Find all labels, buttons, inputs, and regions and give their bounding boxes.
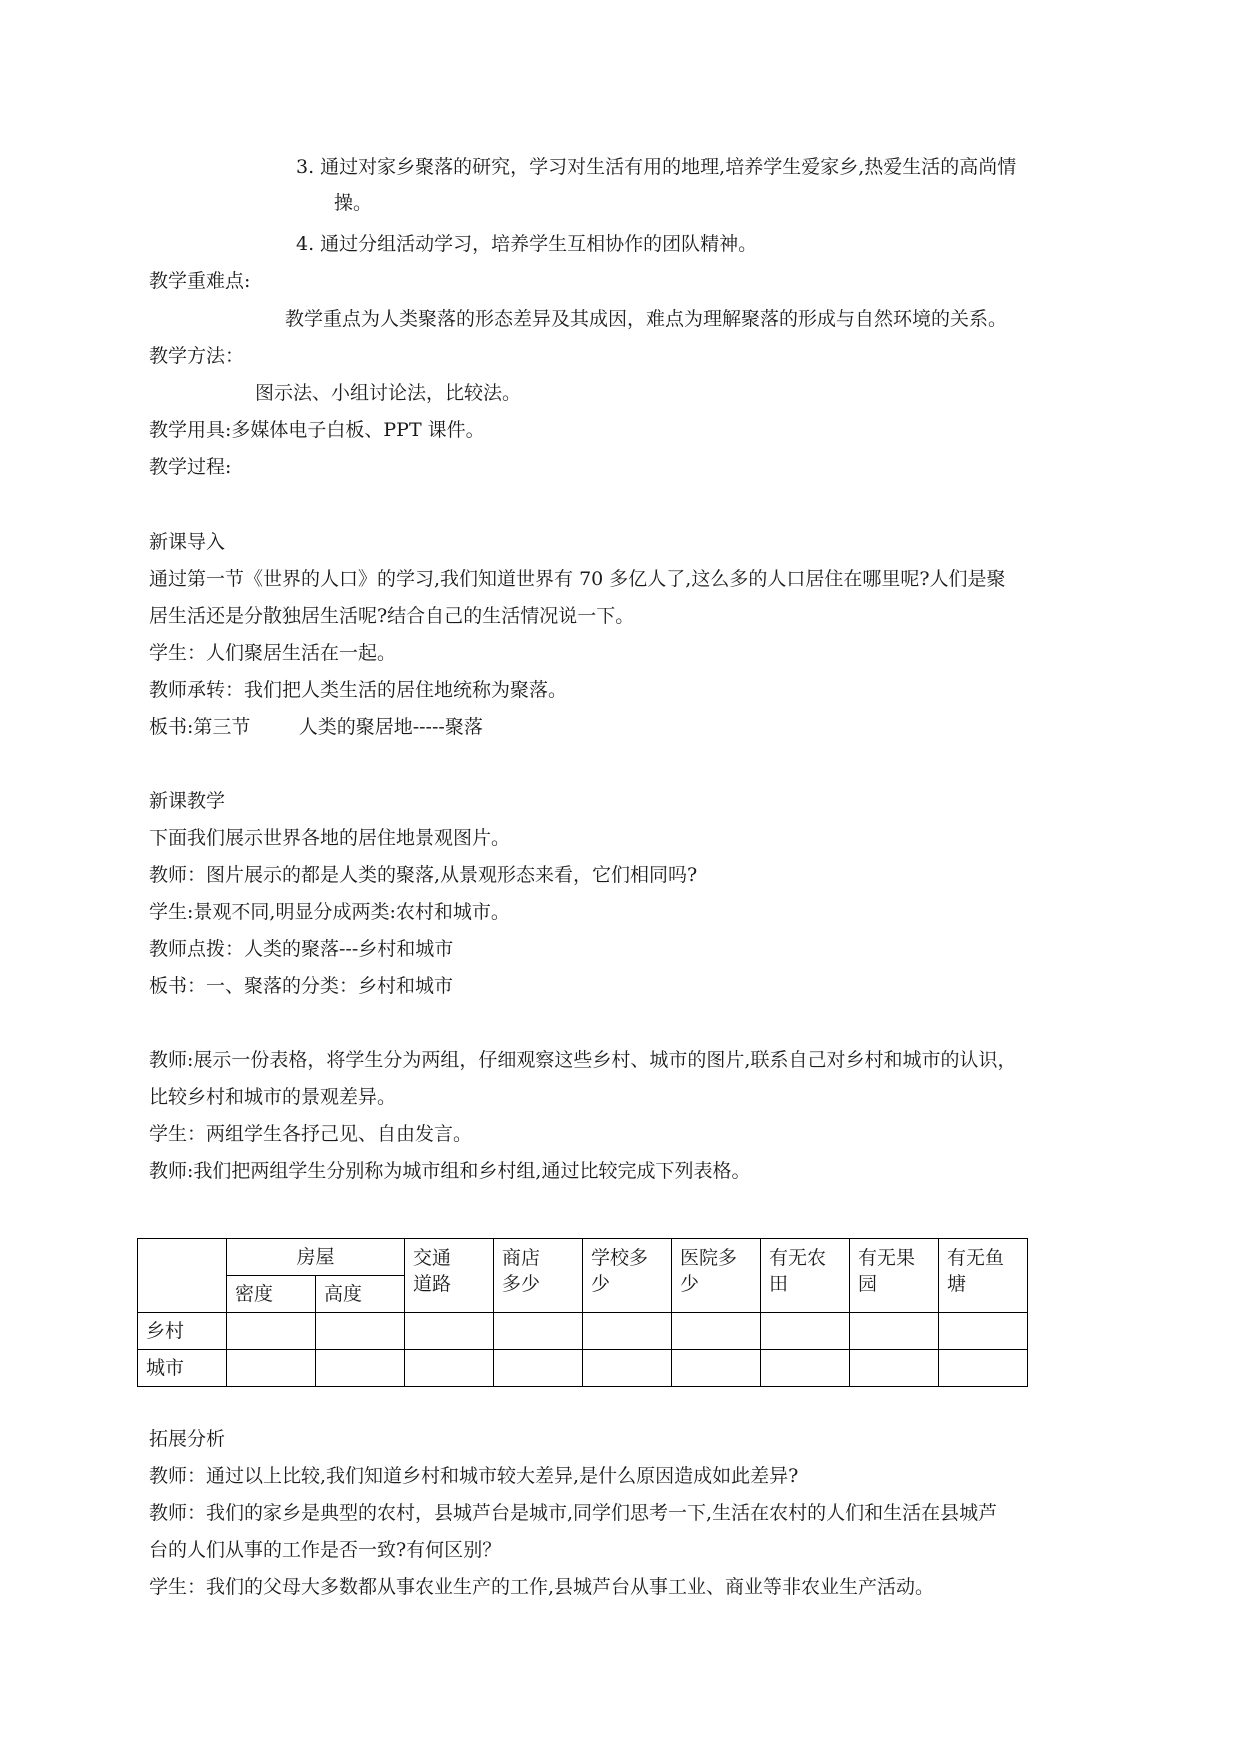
header-shops: 商店 多少	[494, 1239, 583, 1313]
comparison-table	[137, 1238, 1028, 1387]
intro-student: 学生：人们聚居生活在一起。	[149, 642, 397, 664]
table-cell	[583, 1313, 672, 1350]
key-points-text: 教学重点为人类聚落的形态差异及其成因，难点为理解聚落的形成与自然环境的关系。	[285, 308, 1008, 330]
extension-line3: 台的人们从事的工作是否一致?有何区别？	[149, 1539, 502, 1561]
table-cell	[850, 1350, 939, 1387]
table-cell	[227, 1350, 316, 1387]
key-points-label: 教学重难点:	[149, 270, 251, 292]
table-cell	[583, 1350, 672, 1387]
table-cell	[939, 1313, 1028, 1350]
table-cell	[405, 1313, 494, 1350]
teaching-line3: 学生:景观不同,明显分成两类:农村和城市。	[149, 901, 510, 923]
comparison-line2: 比较乡村和城市的景观差异。	[149, 1086, 397, 1108]
table-row	[138, 1350, 1028, 1387]
intro-para-line1: 通过第一节《世界的人口》的学习,我们知道世界有 70 多亿人了,这么多的人口居住在哪里呢?人们是聚	[149, 568, 1006, 590]
table-cell	[761, 1350, 850, 1387]
header-height: 高度	[316, 1276, 405, 1313]
methods-text: 图示法、小组讨论法，比较法。	[255, 382, 522, 404]
table-cell	[850, 1313, 939, 1350]
process-label: 教学过程:	[149, 456, 232, 478]
table-cell	[761, 1313, 850, 1350]
header-fishponds: 有无鱼 塘	[939, 1239, 1028, 1313]
objective-4: 4. 通过分组活动学习，培养学生互相协作的团队精神。	[296, 233, 758, 255]
teaching-line2: 教师：图片展示的都是人类的聚落,从景观形态来看，它们相同吗?	[149, 864, 698, 886]
header-traffic: 交通 道路	[405, 1239, 494, 1313]
intro-heading: 新课导入	[149, 531, 226, 553]
intro-teacher: 教师承转：我们把人类生活的居住地统称为聚落。	[149, 679, 568, 701]
header-density: 密度	[227, 1276, 316, 1313]
table-row	[138, 1313, 1028, 1350]
table-cell	[494, 1350, 583, 1387]
comparison-line4: 教师:我们把两组学生分别称为城市组和乡村组,通过比较完成下列表格。	[149, 1160, 751, 1182]
header-schools: 学校多 少	[583, 1239, 672, 1313]
row-label-village: 乡村	[138, 1313, 227, 1350]
row-label-city: 城市	[138, 1350, 227, 1387]
table-cell	[672, 1313, 761, 1350]
header-hospitals: 医院多 少	[672, 1239, 761, 1313]
table-cell	[316, 1313, 405, 1350]
teaching-heading: 新课教学	[149, 790, 226, 812]
extension-line4: 学生：我们的父母大多数都从事农业生产的工作,县城芦台从事工业、商业等非农业生产活动。	[149, 1576, 935, 1598]
comparison-line3: 学生：两组学生各抒己见、自由发言。	[149, 1123, 473, 1145]
table-cell	[494, 1313, 583, 1350]
table-cell	[405, 1350, 494, 1387]
table-cell	[316, 1350, 405, 1387]
methods-label: 教学方法：	[149, 345, 245, 367]
table-corner-cell	[138, 1239, 227, 1313]
teaching-line4: 教师点拨：人类的聚落---乡村和城市	[149, 938, 454, 960]
objective-3-line1: 3. 通过对家乡聚落的研究，学习对生活有用的地理,培养学生爱家乡,热爱生活的高尚情	[296, 156, 1017, 178]
table-cell	[227, 1313, 316, 1350]
extension-line1: 教师：通过以上比较,我们知道乡村和城市较大差异,是什么原因造成如此差异?	[149, 1465, 799, 1487]
header-housing: 房屋	[227, 1239, 405, 1276]
tools-line: 教学用具:多媒体电子白板、PPT 课件。	[149, 419, 485, 441]
teaching-line5: 板书：一、聚落的分类：乡村和城市	[149, 975, 454, 997]
extension-line2: 教师：我们的家乡是典型的农村，县城芦台是城市,同学们思考一下,生活在农村的人们和生活在县城芦	[149, 1502, 998, 1524]
teaching-line1: 下面我们展示世界各地的居住地景观图片。	[149, 827, 511, 849]
intro-board: 板书:第三节 人类的聚居地-----聚落	[149, 716, 483, 738]
intro-para-line2: 居生活还是分散独居生活呢?结合自己的生活情况说一下。	[149, 605, 635, 627]
header-orchards: 有无果 园	[850, 1239, 939, 1313]
table-cell	[672, 1350, 761, 1387]
objective-3-line2: 操。	[334, 192, 373, 214]
table-cell	[939, 1350, 1028, 1387]
header-farmland: 有无农 田	[761, 1239, 850, 1313]
comparison-line1: 教师:展示一份表格，将学生分为两组，仔细观察这些乡村、城市的图片,联系自己对乡村和城市的认识，	[149, 1049, 1017, 1071]
extension-heading: 拓展分析	[149, 1428, 226, 1450]
